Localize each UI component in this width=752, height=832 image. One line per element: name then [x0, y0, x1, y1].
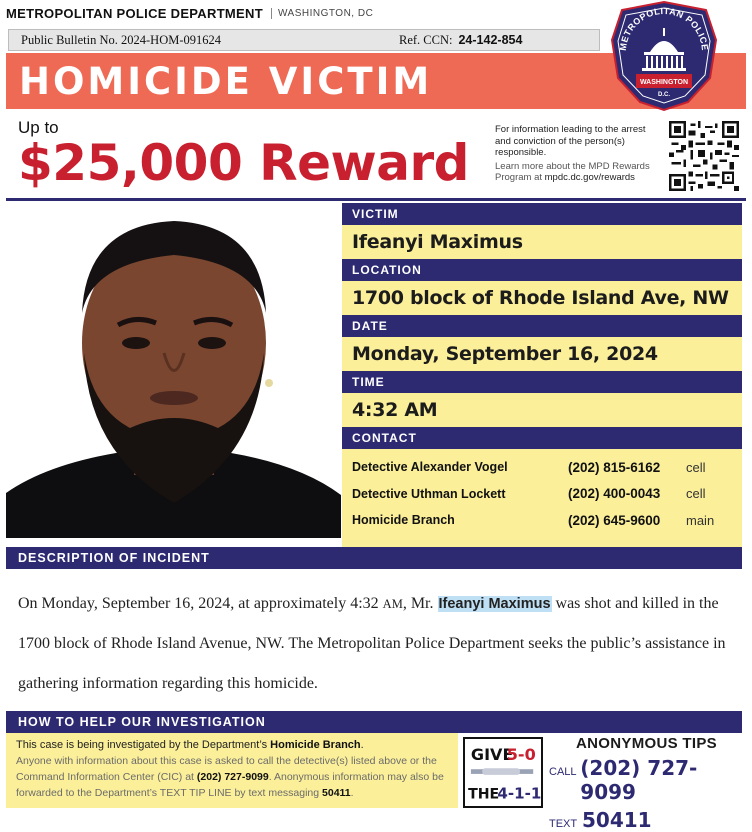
- logo-the: THE: [468, 786, 500, 803]
- contact-row: [342, 481, 742, 508]
- bulletin-number: Public Bulletin No. 2024-HOM-091624: [21, 32, 221, 47]
- help-line2-text: Anyone with information about this case is asked to call the detective(s) listed above or the Command Information Center (CIC) at: [16, 755, 437, 783]
- ccn-reference: [389, 33, 522, 48]
- contact-phone[interactable]: (202) 645-9600: [568, 512, 661, 528]
- give-50-411-logo: [463, 737, 543, 808]
- anonymous-tips: [549, 735, 744, 832]
- contact-row: [342, 454, 742, 481]
- divider: [6, 198, 746, 201]
- victim-photo: [6, 203, 341, 538]
- cic-phone[interactable]: (202) 727-9099: [196, 771, 269, 783]
- text-label: TEXT: [549, 818, 578, 830]
- highlighted-victim-name[interactable]: Ifeanyi Maximus: [438, 596, 551, 612]
- help-line1-text: This case is being investigated by the Department’s: [16, 739, 268, 751]
- contact-type: main: [686, 512, 715, 528]
- contact-type: cell: [686, 486, 706, 502]
- contact-type: cell: [686, 459, 706, 475]
- victim-name: Ifeanyi Maximus: [342, 225, 742, 259]
- help-line2: Anyone with information about this case is asked to call the detective(s) listed above or the Command Information Center (CIC) at (202) 727-9099. Anonymous information may also be forwarded to the Department’s TEXT TIP LINE by text messaging 50411.: [16, 755, 444, 799]
- reward-info-line: For information leading to the arrest and conviction of the person(s) responsible.: [495, 124, 646, 158]
- reward-prefix: Up to: [18, 118, 59, 137]
- ccn-value: 24-142-854: [458, 32, 523, 47]
- case-details: [342, 203, 742, 551]
- victim-label: VICTIM: [342, 203, 742, 225]
- department-header: [0, 0, 600, 26]
- help-branch: Homicide Branch: [270, 739, 361, 751]
- time-label: TIME: [342, 371, 742, 393]
- desc-am: AM: [382, 597, 403, 611]
- anonymous-text-row: [549, 808, 744, 832]
- logo-411: 4-1-1: [497, 784, 542, 803]
- logo-give: GIVE: [470, 744, 514, 764]
- seal-bottom-text: WASHINGTON: [639, 79, 689, 86]
- banner-title: HOMICIDE VICTIM: [19, 59, 433, 103]
- anonymous-title: ANONYMOUS TIPS: [576, 735, 717, 752]
- contact-phone[interactable]: (202) 815-6162: [568, 459, 661, 475]
- desc-part3: was shot and killed in the 1700 block of Rhode Island Avenue, NW. The Metropolitan Police Department seeks the public’s assistance in gathering information regarding this homicide.: [18, 595, 726, 692]
- call-label: CALL: [549, 766, 577, 778]
- text-tip-number[interactable]: 50411: [322, 787, 351, 799]
- contact-list: [342, 449, 742, 551]
- contact-name: Detective Alexander Vogel: [352, 460, 508, 475]
- desc-part2: , Mr.: [402, 595, 434, 612]
- rewards-link[interactable]: mpdc.dc.gov/rewards: [544, 172, 635, 183]
- contact-name: Homicide Branch: [352, 513, 455, 528]
- help-text: [6, 733, 458, 808]
- contact-name: Detective Uthman Lockett: [352, 486, 506, 501]
- reward-amount: $25,000 Reward: [18, 134, 469, 192]
- logo-50: 5-0: [506, 744, 536, 764]
- department-city: WASHINGTON, DC: [271, 8, 373, 19]
- desc-part1: On Monday, September 16, 2024, at approximately 4:32: [18, 595, 379, 612]
- help-heading: HOW TO HELP OUR INVESTIGATION: [6, 711, 742, 733]
- anonymous-call-row: [549, 756, 744, 804]
- department-name: METROPOLITAN POLICE DEPARTMENT: [6, 5, 263, 21]
- ccn-label: Ref. CCN:: [399, 32, 453, 47]
- contact-row: [342, 507, 742, 534]
- reward-info: [495, 124, 660, 184]
- contact-label: CONTACT: [342, 427, 742, 449]
- description-text: [18, 584, 738, 704]
- date-value: Monday, September 16, 2024: [342, 337, 742, 371]
- reward-learn-more: [495, 161, 660, 184]
- contact-phone[interactable]: (202) 400-0043: [568, 486, 661, 502]
- seal-top-text: METROPOLITAN POLICE: [617, 5, 711, 52]
- help-line2-text2: . Anonymous information may also be forwarded to the Department’s TEXT TIP LINE by text messaging: [16, 771, 444, 799]
- description-heading: DESCRIPTION OF INCIDENT: [6, 547, 742, 569]
- time-value: 4:32 AM: [342, 393, 742, 427]
- seal-sub-text: D.C.: [658, 92, 670, 98]
- reward-block: [18, 118, 469, 192]
- location-label: LOCATION: [342, 259, 742, 281]
- call-number[interactable]: (202) 727-9099: [580, 756, 698, 804]
- bulletin-bar: [8, 29, 600, 51]
- text-number[interactable]: 50411: [582, 808, 652, 832]
- learn-more-text: Learn more about the MPD Rewards Program at: [495, 160, 650, 183]
- date-label: DATE: [342, 315, 742, 337]
- police-seal-icon: [606, 0, 722, 112]
- help-line1: This case is being investigated by the Department’s Homicide Branch.: [16, 739, 364, 751]
- qr-code-icon[interactable]: [668, 121, 740, 191]
- location-value: 1700 block of Rhode Island Ave, NW: [342, 281, 742, 315]
